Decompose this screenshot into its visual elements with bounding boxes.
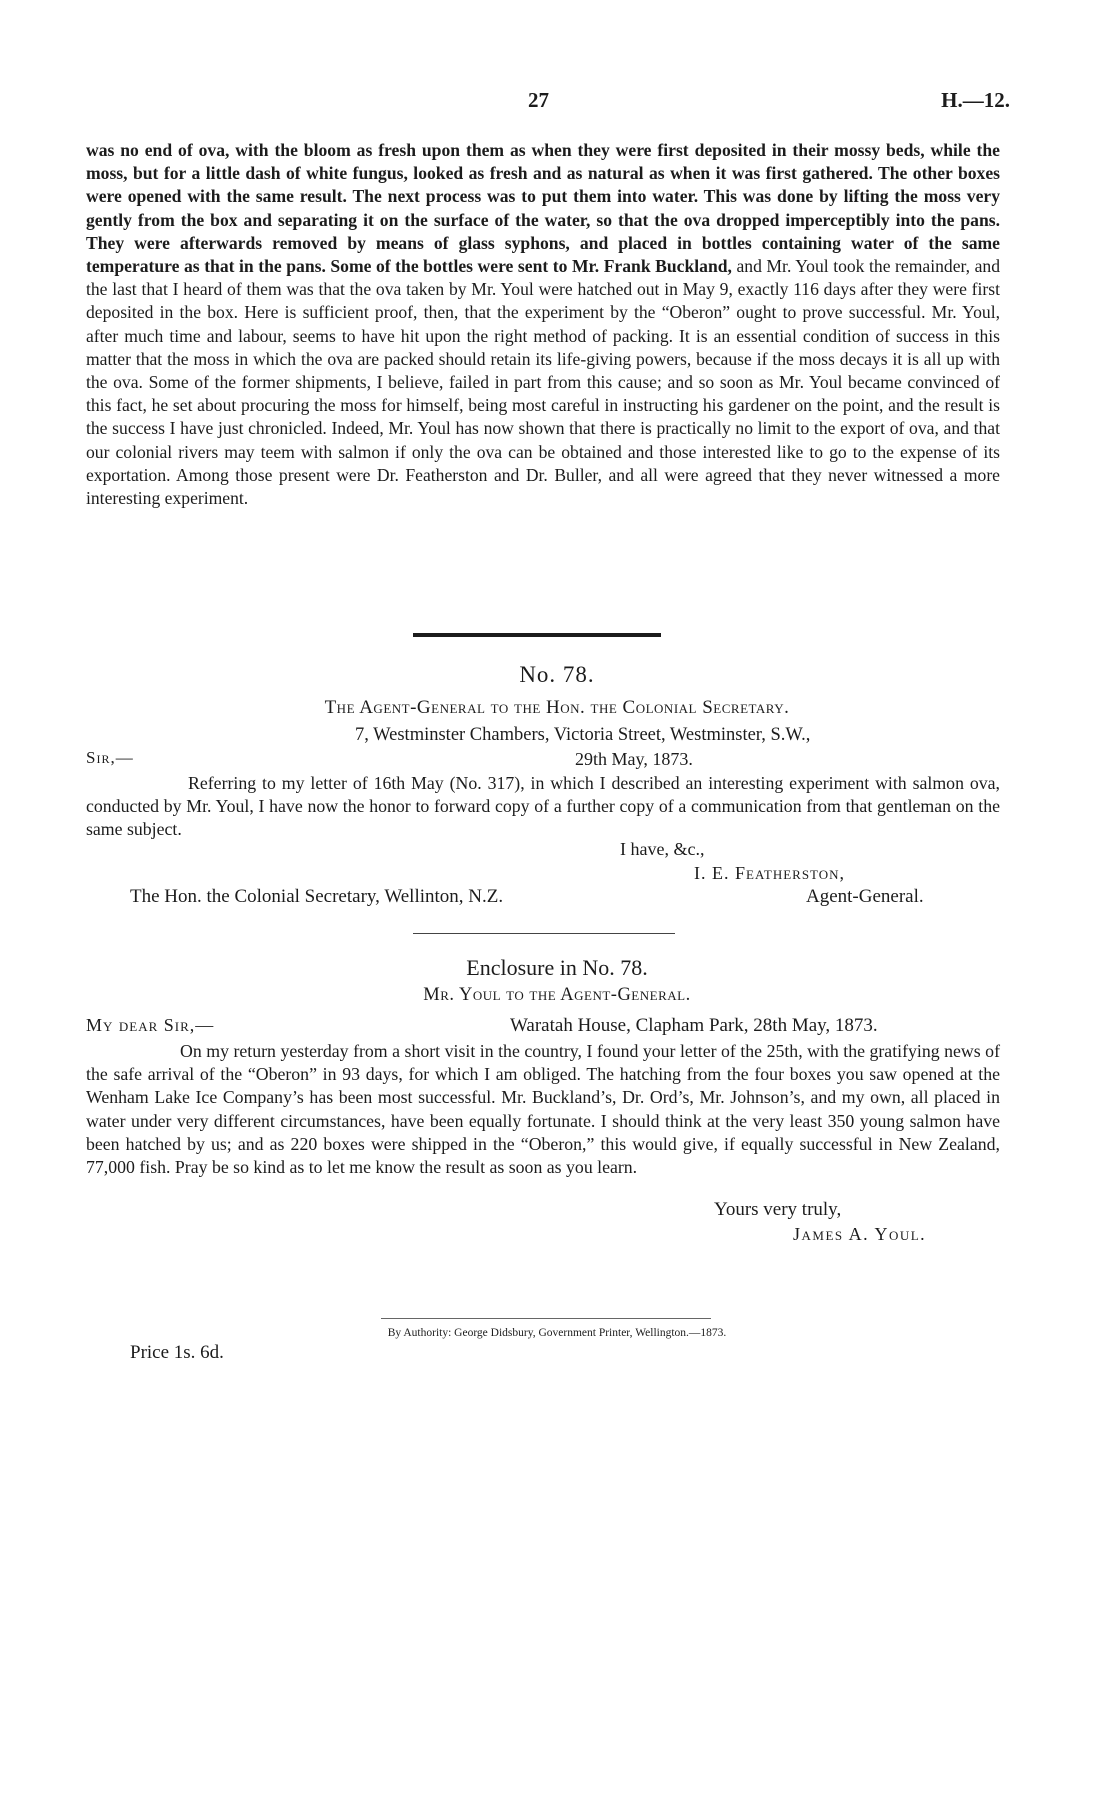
letter-signer-title: Agent-General. [806,886,924,907]
continuation-bold-text: was no end of ova, with the bloom as fresh upon them as when they were first deposited in their mossy beds, while the moss, but for a little dash of white fungus, looked as fresh and as natural as when it was first gathered. The other boxes were opened with the same result. The next process was to put them into water. This was done by lifting the moss very gently from the box and separating it on the surface of the water, so that the ova dropped imperceptibly into the pans. They were afterwards removed by means of glass syphons, and placed in bottles containing water of the same temperature as that in the pans. Some of the bottles were sent to Mr. Frank Buckland, [86,140,1000,277]
letter-date: 29th May, 1873. [575,749,693,769]
letter-address: 7, Westminster Chambers, Victoria Street, Westminster, S.W., [355,725,811,745]
page-header [0,88,1114,118]
printer-authority: By Authority: George Didsbury, Government Printer, Wellington.—1873. [387,1327,727,1339]
enclosure-signature: James A. Youl. [793,1224,927,1244]
enclosure-from-to: Mr. Youl to the Agent-General. [423,985,691,1005]
page-number: 27 [528,88,549,112]
enclosure-heading: Enclosure in No. 78. [466,955,648,980]
letter-addressee: The Hon. the Colonial Secretary, Wellinton, N.Z. [130,886,504,907]
continuation-paragraph [86,139,1000,510]
enclosure-salutation: My dear Sir,— [86,1015,215,1035]
continuation-regular-text: and Mr. Youl took the remainder, and the last that I heard of them was that the ova taken by Mr. Youl were hatched out in May 9, exactly 116 days after they were first deposited in the box. Here is sufficient proof, then, that the experiment by the “Oberon” ought to prove successful. Mr. Youl, after much time and labour, seems to have hit upon the right method of packing. It is an essential condition of success in this matter that the moss in which the ova are packed should retain its life-giving powers, because if the moss decays it is all up with the ova. Some of the former shipments, I believe, failed in part from this cause; and so soon as Mr. Youl became convinced of this fact, he set about procuring the moss for himself, being most careful in instructing his gardener on the point, and the result is the success I have just chronicled. Indeed, Mr. Youl has now shown that there is practically no limit to the export of ova, and that our colonial rivers may teem with salmon if only the ova can be obtained and those interested like to go to the expense of its exportation. Among those present were Dr. Featherston and Dr. Buller, and all were agreed that they never witnessed a more interesting experiment. [86,256,1000,509]
enclosure-closing: Yours very truly, [714,1199,842,1220]
letter-from-to: The Agent-General to the Hon. the Colonial Secretary. [324,697,790,718]
letter-signature: I. E. Featherston, [694,863,846,883]
letter-body: Referring to my letter of 16th May (No. 317), in which I described an interesting experiment with salmon ova, conducted by Mr. Youl, I have now the honor to forward copy of a further copy of a communication from that gentleman on the same subject. [86,773,1000,840]
enclosure-divider [413,933,675,934]
letter-closing: I have, &c., [620,839,705,859]
footer-divider [381,1318,711,1319]
price: Price 1s. 6d. [130,1342,224,1363]
enclosure-address-date: Waratah House, Clapham Park, 28th May, 1873. [510,1015,878,1036]
letter-number: No. 78. [519,662,595,687]
section-divider [413,633,661,637]
enclosure-body: On my return yesterday from a short visit in the country, I found your letter of the 25th, with the gratifying news of the safe arrival of the “Oberon” in 93 days, for which I am obliged. The hatching from the four boxes you saw opened at the Wenham Lake Ice Company’s has been most successful. Mr. Buckland’s, Dr. Ord’s, Mr. Johnson’s, and my own, all placed in water under very different circumstances, have been equally fortunate. I should think at the very least 350 young salmon have been hatched by us; and as 220 boxes were shipped in the “Oberon,” this would give, if equally successful in New Zealand, 77,000 fish. Pray be so kind as to let me know the result as soon as you learn. [86,1041,1000,1178]
document-code: H.—12. [941,88,1010,112]
letter-salutation: Sir,— [86,748,134,767]
